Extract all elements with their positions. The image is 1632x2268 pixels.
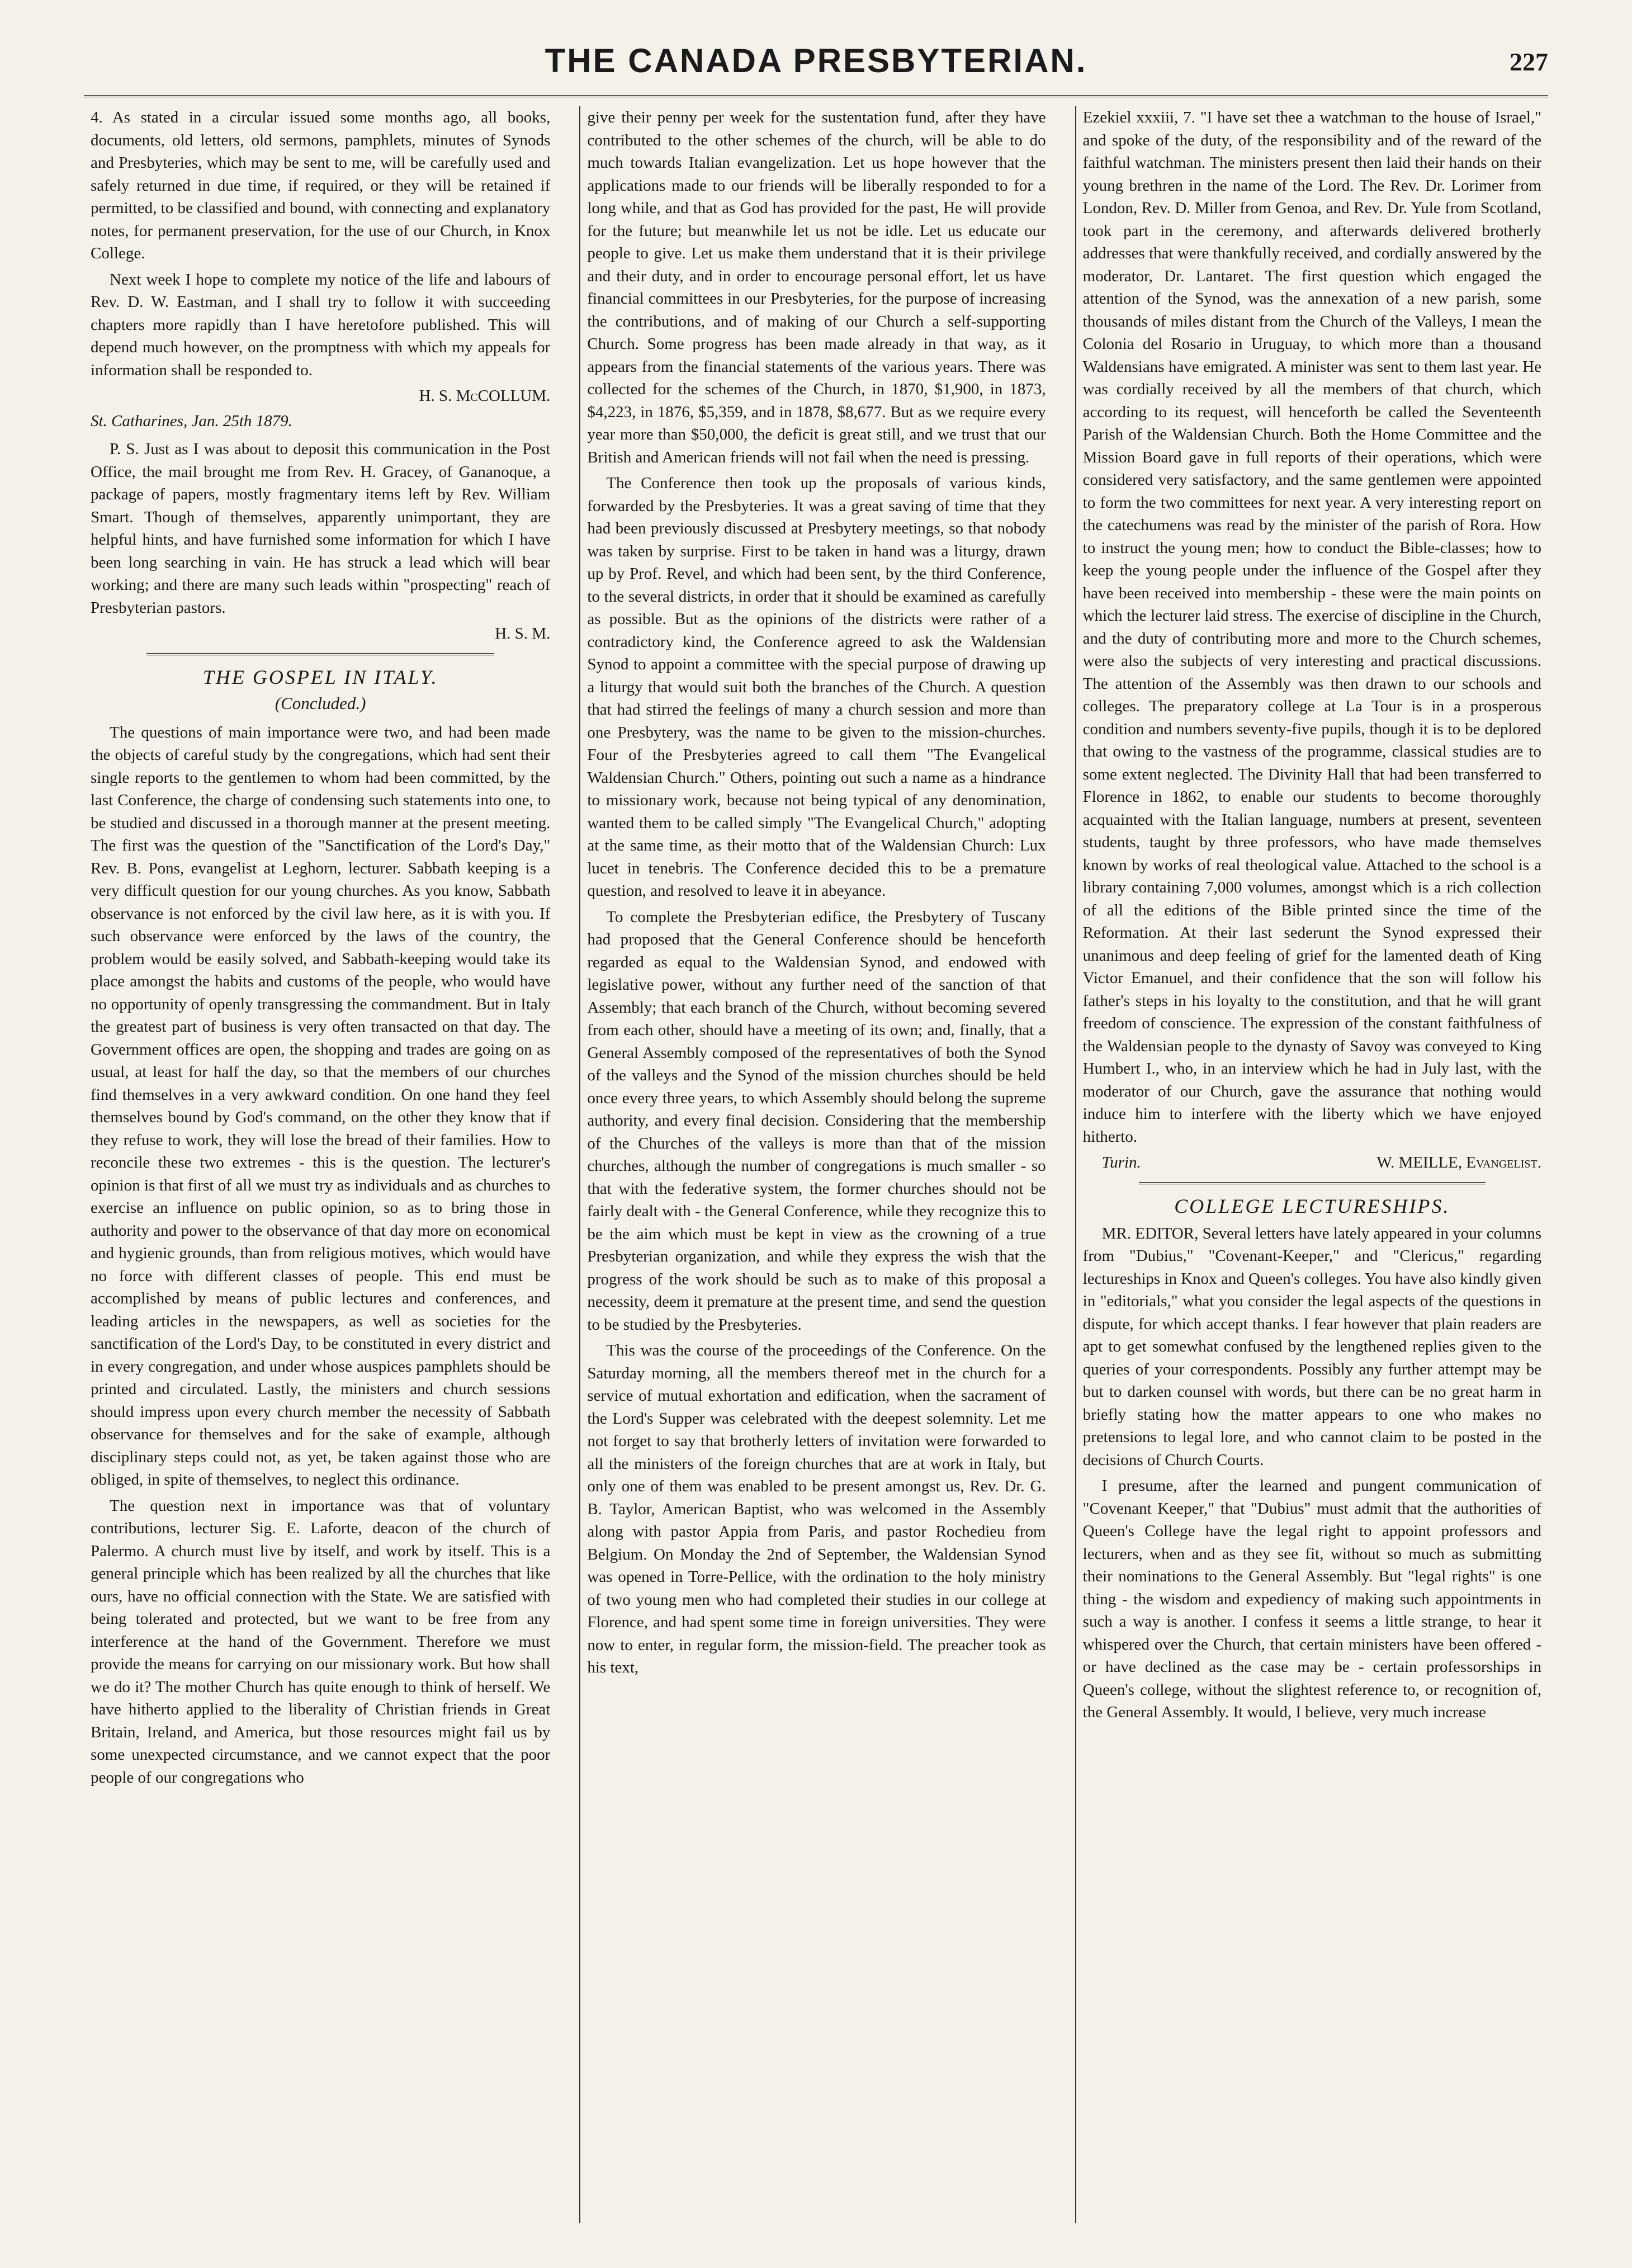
article-paragraph: 4. As stated in a circular issued some months ago, all books, documents, old letters, old sermons, pamphlets, minutes of Synods and Presbyteries, which may be sent to me, will be carefully used and safely returned in due time, if required, or they will be retained if permitted, to be classified and bound, with connecting and explanatory notes, for permanent preservation, for the use of our Church, in Knox College. (91, 108, 551, 262)
place-name: Turin. (1101, 1154, 1141, 1171)
dateline: St. Catharines, Jan. 25th 1879. (91, 412, 292, 430)
article-subheading: (Concluded.) (275, 693, 366, 713)
article-paragraph: Ezekiel xxxiii, 7. "I have set thee a watchman to the house of Israel," and spoke of the duty, of the responsibility and of the reward of the faithful watchman. The ministers present then laid their hands on their young brethren in the name of the Lord. The Rev. Dr. Lorimer from London, Rev. D. Miller from Genoa, and Rev. Dr. Yule from Scotland, took part in the ceremony, and afterwards delivered brotherly addresses that were thankfully received, and cordially answered by the moderator, Dr. Lantaret. The first question which engaged the attention of the Synod, was the annexation of a new parish, some thousands of miles distant from the Church of the Valleys, I mean the Colonia del Rosario in Uruguay, to which more than a thousand Waldensians have emigrated. A minister was sent to them last year. He was cordially received by all the members of that church, which according to its request, will henceforth be called the Seventeenth Parish of the Waldensian Church. Both the Home Committee and the Mission Board gave in full reports of their operations, which were considered very satisfactory, and the same gentlemen were appointed to form the two committees for next year. A very interesting report on the catechumens was read by the minister of the parish of Rora. How to instruct the young men; how to conduct the Bible-classes; how to keep the young people under the influence of the Gospel after they have been received into membership - these were the main points on which the lecturer laid stress. The exercise of discipline in the Church, and the duty of contributing more and more to the Church schemes, were also the subjects of very interesting and practical discussions. The attention of the Assembly was then drawn to our schools and colleges. The preparatory college at La Tour is in a prosperous condition and numbers seventy-five pupils, though it is to be deplored that owing to the vastness of the programme, classical studies are to some extent neglected. The Divinity Hall that had been transferred to Florence in 1862, to enable our students to become thoroughly acquainted with the Italian language, numbers at present, seventeen students, taught by three professors, who have made themselves known by works of real theological value. Attached to the school is a library containing 7,000 volumes, amongst which is a rich collection of all the editions of the Bible printed since the time of the Reformation. At their last sederunt the Synod expressed their unanimous and deep feeling of grief for the lamented death of King Victor Emanuel, and their confidence that the son will follow his father's steps in his loyalty to the constitution, and that he will grant freedom of conscience. The expression of the constant faithfulness of the Waldensian people to the dynasty of Savoy was conveyed to King Humbert I., who, in an interview which he had in July last, with the moderator of our Church, gave the assurance that nothing would induce him to interfere with the liberty which we have enjoyed hitherto. (1082, 108, 1541, 1146)
letter-paragraph: I presume, after the learned and pungent communication of "Covenant Keeper," that "Dubius" must admit that the authorities of Queen's College have the legal right to appoint professors and lecturers, when and as they see fit, without so much as submitting their nominations to the General Assembly. But "legal rights" is one thing - the wisdom and expediency of making such appointments in such a way is another. I confess it seems a little strange, to hear it whispered over the Church, that certain ministers have been offered - or have declined as the case may be - certain professorships in Queen's college, without the slightest reference to, or recognition of, the General Assembly. It would, I believe, very much increase (1082, 1477, 1541, 1721)
postscript-paragraph: P. S. Just as I was about to deposit this communication in the Post Office, the mail brought me from Rev. H. Gracey, of Gananoque, a package of papers, mostly fragmentary items left by Rev. William Smart. Though of themselves, apparently unimportant, they are helpful hints, and have furnished some information for which I have been long searching in vain. He has struck a lead which will bear working; and there are many such leads within "prospecting" reach of Presbyterian pastors. (91, 440, 551, 617)
article-paragraph: The Conference then took up the proposals of various kinds, forwarded by the Presbyteries. It was a great saving of time that they had been previously discussed at Presbytery meetings, so that nobody was taken by surprise. First to be taken in hand was a liturgy, drawn up by Prof. Revel, and which had been sent, by the third Conference, to the several districts, in order that it should be examined as carefully as possible. But as the opinions of the districts were rather of a contradictory kind, the Conference agreed to ask the Waldensian Synod to appoint a committee with the special purpose of drawing up a liturgy that would suit both the branches of the Church. A question that had stirred the feelings of many a church session and more than one Presbytery, was the name to be given to the mission-churches. Four of the Presbyteries agreed to call them "The Evangelical Waldensian Church." Others, pointing out such a name as a hindrance to missionary work, because not being typical of any denomination, wanted them to be called simply "The Evangelical Church," adopting at the same time, as their motto that of the Waldensian Church: Lux lucet in tenebris. The Conference decided this to be a premature question, and resolved to leave it in abeyance. (587, 474, 1046, 900)
author-signature: H. S. McCOLLUM. (419, 387, 551, 405)
column-3 (1075, 106, 1548, 2223)
article-signoff (1083, 1151, 1541, 1174)
section-divider (1139, 1182, 1486, 1184)
masthead (84, 34, 1548, 97)
page-columns (84, 106, 1548, 2223)
article-paragraph: The question next in importance was that of voluntary contributions, lecturer Sig. E. Laforte, deacon of the church of Palermo. A church must live by itself, and work by itself. This is a general principle which has been realized by all the churches that like ours, have no official connection with the State. We are satisfied with being tolerated and protected, but we want to be free from any interference at the hand of the Government. Therefore we must provide the means for carrying on our missionary work. But how shall we do it? The mother Church has quite enough to think of herself. We have hitherto applied to the liberality of Christian friends in Great Britain, Ireland, and America, but those resources might fail us by some unexpected circumstance, and we cannot expect that the poor people of our congregations who (91, 1496, 551, 1787)
article-paragraph: give their penny per week for the sustentation fund, after they have contributed to the other schemes of the church, will be able to do much towards Italian evangelization. Let us hope however that the applications made to our friends will be liberally responded to for a long while, and that as God has provided for the past, He will provide for the future; but meanwhile let us not be idle. Let us educate our people to give. Let us make them understand that it is their privilege and their duty, and in order to encourage personal effort, let us have financial committees in our Presbyteries, for the purpose of increasing the contributions, and of making of our Church a self-supporting Church. Some progress has been made already in that way, as it appears from the financial statements of the various years. There was collected for the schemes of the Church, in 1870, $1,900, in 1873, $4,223, in 1876, $5,359, and in 1878, $8,677. But as we require every year more than $50,000, the deficit is great still, and we trust that our British and American friends will not fail when the need is pressing. (587, 108, 1046, 466)
section-divider (146, 653, 494, 655)
column-2 (579, 106, 1052, 2223)
article-heading: THE GOSPEL IN ITALY. (202, 665, 438, 688)
column-1 (84, 106, 557, 2223)
letter-paragraph: MR. EDITOR, Several letters have lately appeared in your columns from "Dubius," "Covenant-Keeper," and "Clericus," regarding lectureships in Knox and Queen's colleges. You have also kindly given in "editorials," what you consider the legal aspects of the questions in dispute, for which accept thanks. I fear however that plain readers are apt to get somewhat confused by the lengthened replies given to the queries of your correspondents. Possibly any further attempt may be but to darken counsel with words, but there can be no great harm in briefly stating how the matter appears to one who makes no pretensions to legal lore, and who cannot claim to be posted in the decisions of Church Courts. (1082, 1224, 1541, 1469)
article-paragraph: To complete the Presbyterian edifice, the Presbytery of Tuscany had proposed that the General Conference should be henceforth regarded as equal to the Waldensian Synod, and endowed with legislative power, without any further need of the sanction of that Assembly; that each branch of the Church, without becoming severed from each other, should have a meeting of its own; and, finally, that a General Assembly composed of the representatives of both the Synod of the valleys and the Synod of the mission churches should be held once every three years, to which Assembly should belong the supreme authority, and every final decision. Considering that the membership of the Churches of the valleys is more than that of the mission churches, although the number of congregations is much smaller - so that with the federative system, the former churches should not be fairly dealt with - the General Conference, while they recognize this to be the aim which must be kept in view as the crowning of a true Presbyterian organization, and while they express the wish that the progress of the work should be such as to make of this proposal a necessity, deem it premature at the present time, and send the question to be studied by the Presbyteries. (587, 908, 1046, 1334)
page-number: 227 (1510, 48, 1548, 76)
author-initials: H. S. M. (495, 625, 551, 642)
article-paragraph: The questions of main importance were two, and had been made the objects of careful study by the congregations, which had sent their single reports to the gentlemen to whom had been committed, by the last Conference, the charge of condensing such statements into one, to be studied and discussed in a thorough manner at the present meeting. The first was the question of the "Sanctification of the Lord's Day," Rev. B. Pons, evangelist at Leghorn, lecturer. Sabbath keeping is a very difficult question for our young churches. As you know, Sabbath observance is not enforced by the civil law here, as it is with you. If such observance were enforced by the laws of the country, the problem would be easily solved, and Sabbath-keeping would take its place amongst the habits and customs of the people, who would have no opportunity of openly transgressing the commandment. But in Italy the greatest part of business is very often transacted on that day. The Government offices are open, the shopping and trades are going on as usual, at least for half the day, so that the members of our churches find themselves in a very awkward condition. On one hand they feel themselves bound by God's command, on the other they know that if they refuse to work, they will lose the bread of their families. How to reconcile these two extremes - this is the question. The lecturer's opinion is that first of all we must try as individuals and as churches to exercise an influence on public opinion, so as to bring those in authority and power to the observance of that day more on economical and hygienic grounds, than from religious motives, which would have no force with different classes of people. This end must be accomplished by means of public lectures and conferences, and leading articles in the newspapers, as well as societies for the sanctification of the Lord's Day, to be constituted in every district and in every congregation, and under whose auspices pamphlets should be printed and circulated. Lastly, the ministers and church sessions should impress upon every church member the necessity of Sabbath observance for themselves and for the sake of example, although disciplinary steps could not, as yet, be taken against those who are obliged, in spite of themselves, to neglect this ordinance. (91, 723, 551, 1489)
author-signature: W. MEILLE, Evangelist. (1376, 1154, 1541, 1171)
article-paragraph: Next week I hope to complete my notice of the life and labours of Rev. D. W. Eastman, and I shall try to follow it with succeeding chapters more rapidly than I have heretofore published. This will depend much however, on the promptness with which my appeals for information shall be responded to. (91, 270, 551, 379)
newspaper-title: THE CANADA PRESBYTERIAN. (545, 42, 1087, 79)
article-heading: COLLEGE LECTURESHIPS. (1174, 1194, 1450, 1217)
article-paragraph: This was the course of the proceedings of the Conference. On the Saturday morning, all the members thereof met in the church for a service of mutual exhortation and edification, when the sacrament of the Lord's Supper was celebrated with the deepest solemnity. Let me not forget to say that brotherly letters of invitation were forwarded to all the ministers of the foreign churches that are at work in Italy, but only one of them was enabled to be present amongst us, Rev. Dr. G. B. Taylor, American Baptist, who was welcomed in the Assembly along with pastor Appia from Paris, and pastor Rochedieu from Belgium. On Monday the 2nd of September, the Waldensian Synod was opened in Torre-Pellice, with the ordination to the holy ministry of two young men who had completed their studies in our college at Florence, and had spent some time in foreign universities. They were now to enter, in regular form, the mission-field. The preacher took as his text, (587, 1341, 1046, 1676)
